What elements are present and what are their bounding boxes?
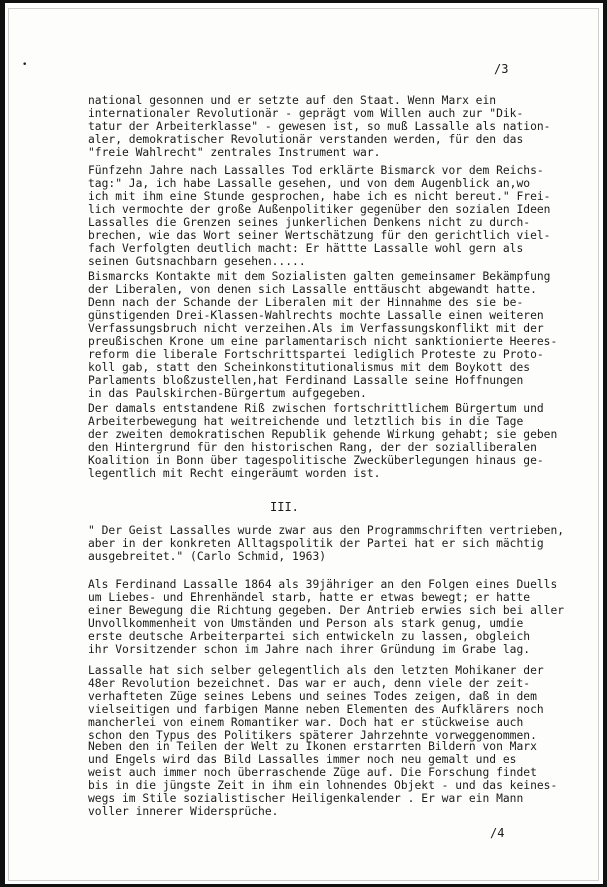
text-line: voller innerer Widersprüche. xyxy=(88,805,279,818)
text-line: einer Bewegung die Richtung gegeben. Der Antrieb erwies sich bei aller xyxy=(88,604,565,617)
text-line: Lassalle hat sich selber gelegentlich als den letzten Mohikaner der xyxy=(88,664,544,677)
paragraph-2 xyxy=(88,164,551,268)
text-line: ihr Vorsitzender schon im Jahre nach ihrer Gründung im Grabe lag. xyxy=(88,643,531,656)
text-line: und Engels wird das Bild Lassalles immer noch neu gemalt und es xyxy=(88,753,517,766)
text-line: brechen, wie das Wort seiner Wertschätzung für den gerichtlich viel- xyxy=(88,229,551,242)
text-line: Bismarcks Kontakte mit dem Sozialisten galten gemeinsamer Bekämpfung xyxy=(88,270,551,283)
text-line: seinen Gutsnachbarn gesehen..... xyxy=(88,255,306,268)
paragraph-3 xyxy=(88,270,558,400)
text-line: günstigenden Drei-Klassen-Wahlrechts mochte Lassalle einen weiteren xyxy=(88,309,544,322)
text-line: 48er Revolution bezeichnet. Das war er auch, denn viele der zeit- xyxy=(88,677,531,690)
text-line: der zweiten demokratischen Republik gehende Wirkung gehabt; sie geben xyxy=(88,428,558,441)
text-line: "freie Wahlrecht" zentrales Instrument war. xyxy=(88,146,381,159)
text-line: verhafteten Züge seines Lebens und seines Todes zeigen, daß in dem xyxy=(88,690,537,703)
text-line: " Der Geist Lassalles wurde zwar aus den Programmschriften vertrieben, xyxy=(88,524,565,537)
text-line: national gesonnen und er setzte auf den Staat. Wenn Marx ein xyxy=(88,94,497,107)
scan-frame-left xyxy=(0,0,5,887)
text-line: um Liebes- und Ehrenhändel starb, hatte er etwas bewegt; er hatte xyxy=(88,591,531,604)
section-heading: III. xyxy=(270,500,299,514)
quote-paragraph xyxy=(88,524,565,563)
page-number-bottom: /4 xyxy=(490,826,505,840)
text-line: Neben den in Teilen der Welt zu Ikonen erstarrten Bildern von Marx xyxy=(88,740,537,753)
text-line: Der damals entstandene Riß zwischen fortschrittlichem Bürgertum und xyxy=(88,402,544,415)
text-line: Verfassungsbruch nicht verzeihen.Als im Verfassungskonflikt mit der xyxy=(88,322,544,335)
text-line: vielseitigen und farbigen Manne neben Elementen des Aufklärers noch xyxy=(88,703,544,716)
page-number-top: /3 xyxy=(494,62,509,76)
text-line: legentlich mit Recht eingeräumt worden ist. xyxy=(88,467,381,480)
paragraph-1 xyxy=(88,94,551,159)
paragraph-7 xyxy=(88,740,558,818)
text-line: bis in die jüngste Zeit in ihm ein lohnendes Objekt - und das keines- xyxy=(88,779,558,792)
text-line: Fünfzehn Jahre nach Lassalles Tod erklärte Bismarck vor dem Reichs- xyxy=(88,164,544,177)
text-line: schon den Typus des Politikers späterer Jahrzehnte vorweggenommen. xyxy=(88,729,537,742)
text-line: weist auch immer noch überraschende Züge auf. Die Forschung findet xyxy=(88,766,537,779)
scan-frame-top xyxy=(0,0,607,3)
text-line: Arbeiterbewegung hat weitreichende und letztlich bis in die Tage xyxy=(88,415,524,428)
text-line: Unvollkommenheit von Umständen und Person als stark genug, umdie xyxy=(88,617,524,630)
text-line: tatur der Arbeiterklasse" - gewesen ist, so muß Lassalle als nation- xyxy=(88,120,551,133)
text-line: lich vermochte der große Außenpolitiker gegenüber den sozialen Ideen xyxy=(88,203,551,216)
text-line: wegs im Stile sozialistischer Heiligenkalender . Er war ein Mann xyxy=(88,792,524,805)
text-line: erste deutsche Arbeiterpartei sich entwickeln zu lassen, obgleich xyxy=(88,630,531,643)
text-line: ich mit ihm eine Stunde gesprochen, habe ich es nicht bereut." Frei- xyxy=(88,190,551,203)
text-line: preußischen Krone um eine parlamentarisch nicht sanktionierte Heeres- xyxy=(88,335,558,348)
margin-mark: • xyxy=(22,60,28,70)
text-line: Koalition in Bonn über tagespolitische Zwecküberlegungen hinaus ge- xyxy=(88,454,544,467)
text-line: fach Verfolgten deutlich macht: Er hättte Lassalle wohl gern als xyxy=(88,242,524,255)
text-line: der Liberalen, von denen sich Lassalle enttäuscht abgewandt hatte. xyxy=(88,283,537,296)
text-line: tag:" Ja, ich habe Lassalle gesehen, und von dem Augenblick an,wo xyxy=(88,177,531,190)
text-line: Parlaments bloßzustellen,hat Ferdinand Lassalle seine Hoffnungen xyxy=(88,374,524,387)
text-line: internationaler Revolutionär - geprägt vom Willen auch zur "Dik- xyxy=(88,107,524,120)
text-line: mancherlei von einem Romantiker war. Doch hat er stückweise auch xyxy=(88,716,524,729)
paragraph-5 xyxy=(88,578,565,656)
text-line: in das Paulskirchen-Bürgertum aufgegeben. xyxy=(88,387,367,400)
text-line: Lassalles die Grenzen seines junkerlichen Denkens nicht zu durch- xyxy=(88,216,531,229)
scan-frame-right xyxy=(603,0,607,887)
paragraph-4 xyxy=(88,402,558,480)
paragraph-6 xyxy=(88,664,544,742)
text-line: reform die liberale Fortschrittspartei lediglich Proteste zu Proto- xyxy=(88,348,544,361)
text-line: ausgebreitet." (Carlo Schmid, 1963) xyxy=(88,550,327,563)
text-line: Als Ferdinand Lassalle 1864 als 39jähriger an den Folgen eines Duells xyxy=(88,578,558,591)
text-line: aber in der konkreten Alltagspolitik der Partei hat er sich mächtig xyxy=(88,537,544,550)
text-line: koll gab, statt den Scheinkonstitutionalismus mit dem Boykott des xyxy=(88,361,531,374)
text-line: Denn nach der Schande der Liberalen mit der Hinnahme des sie be- xyxy=(88,296,524,309)
text-line: aler, demokratischer Revolutionär verstanden werden, für den das xyxy=(88,133,524,146)
text-line: den Hintergrund für den historischen Rang, der der sozialliberalen xyxy=(88,441,537,454)
